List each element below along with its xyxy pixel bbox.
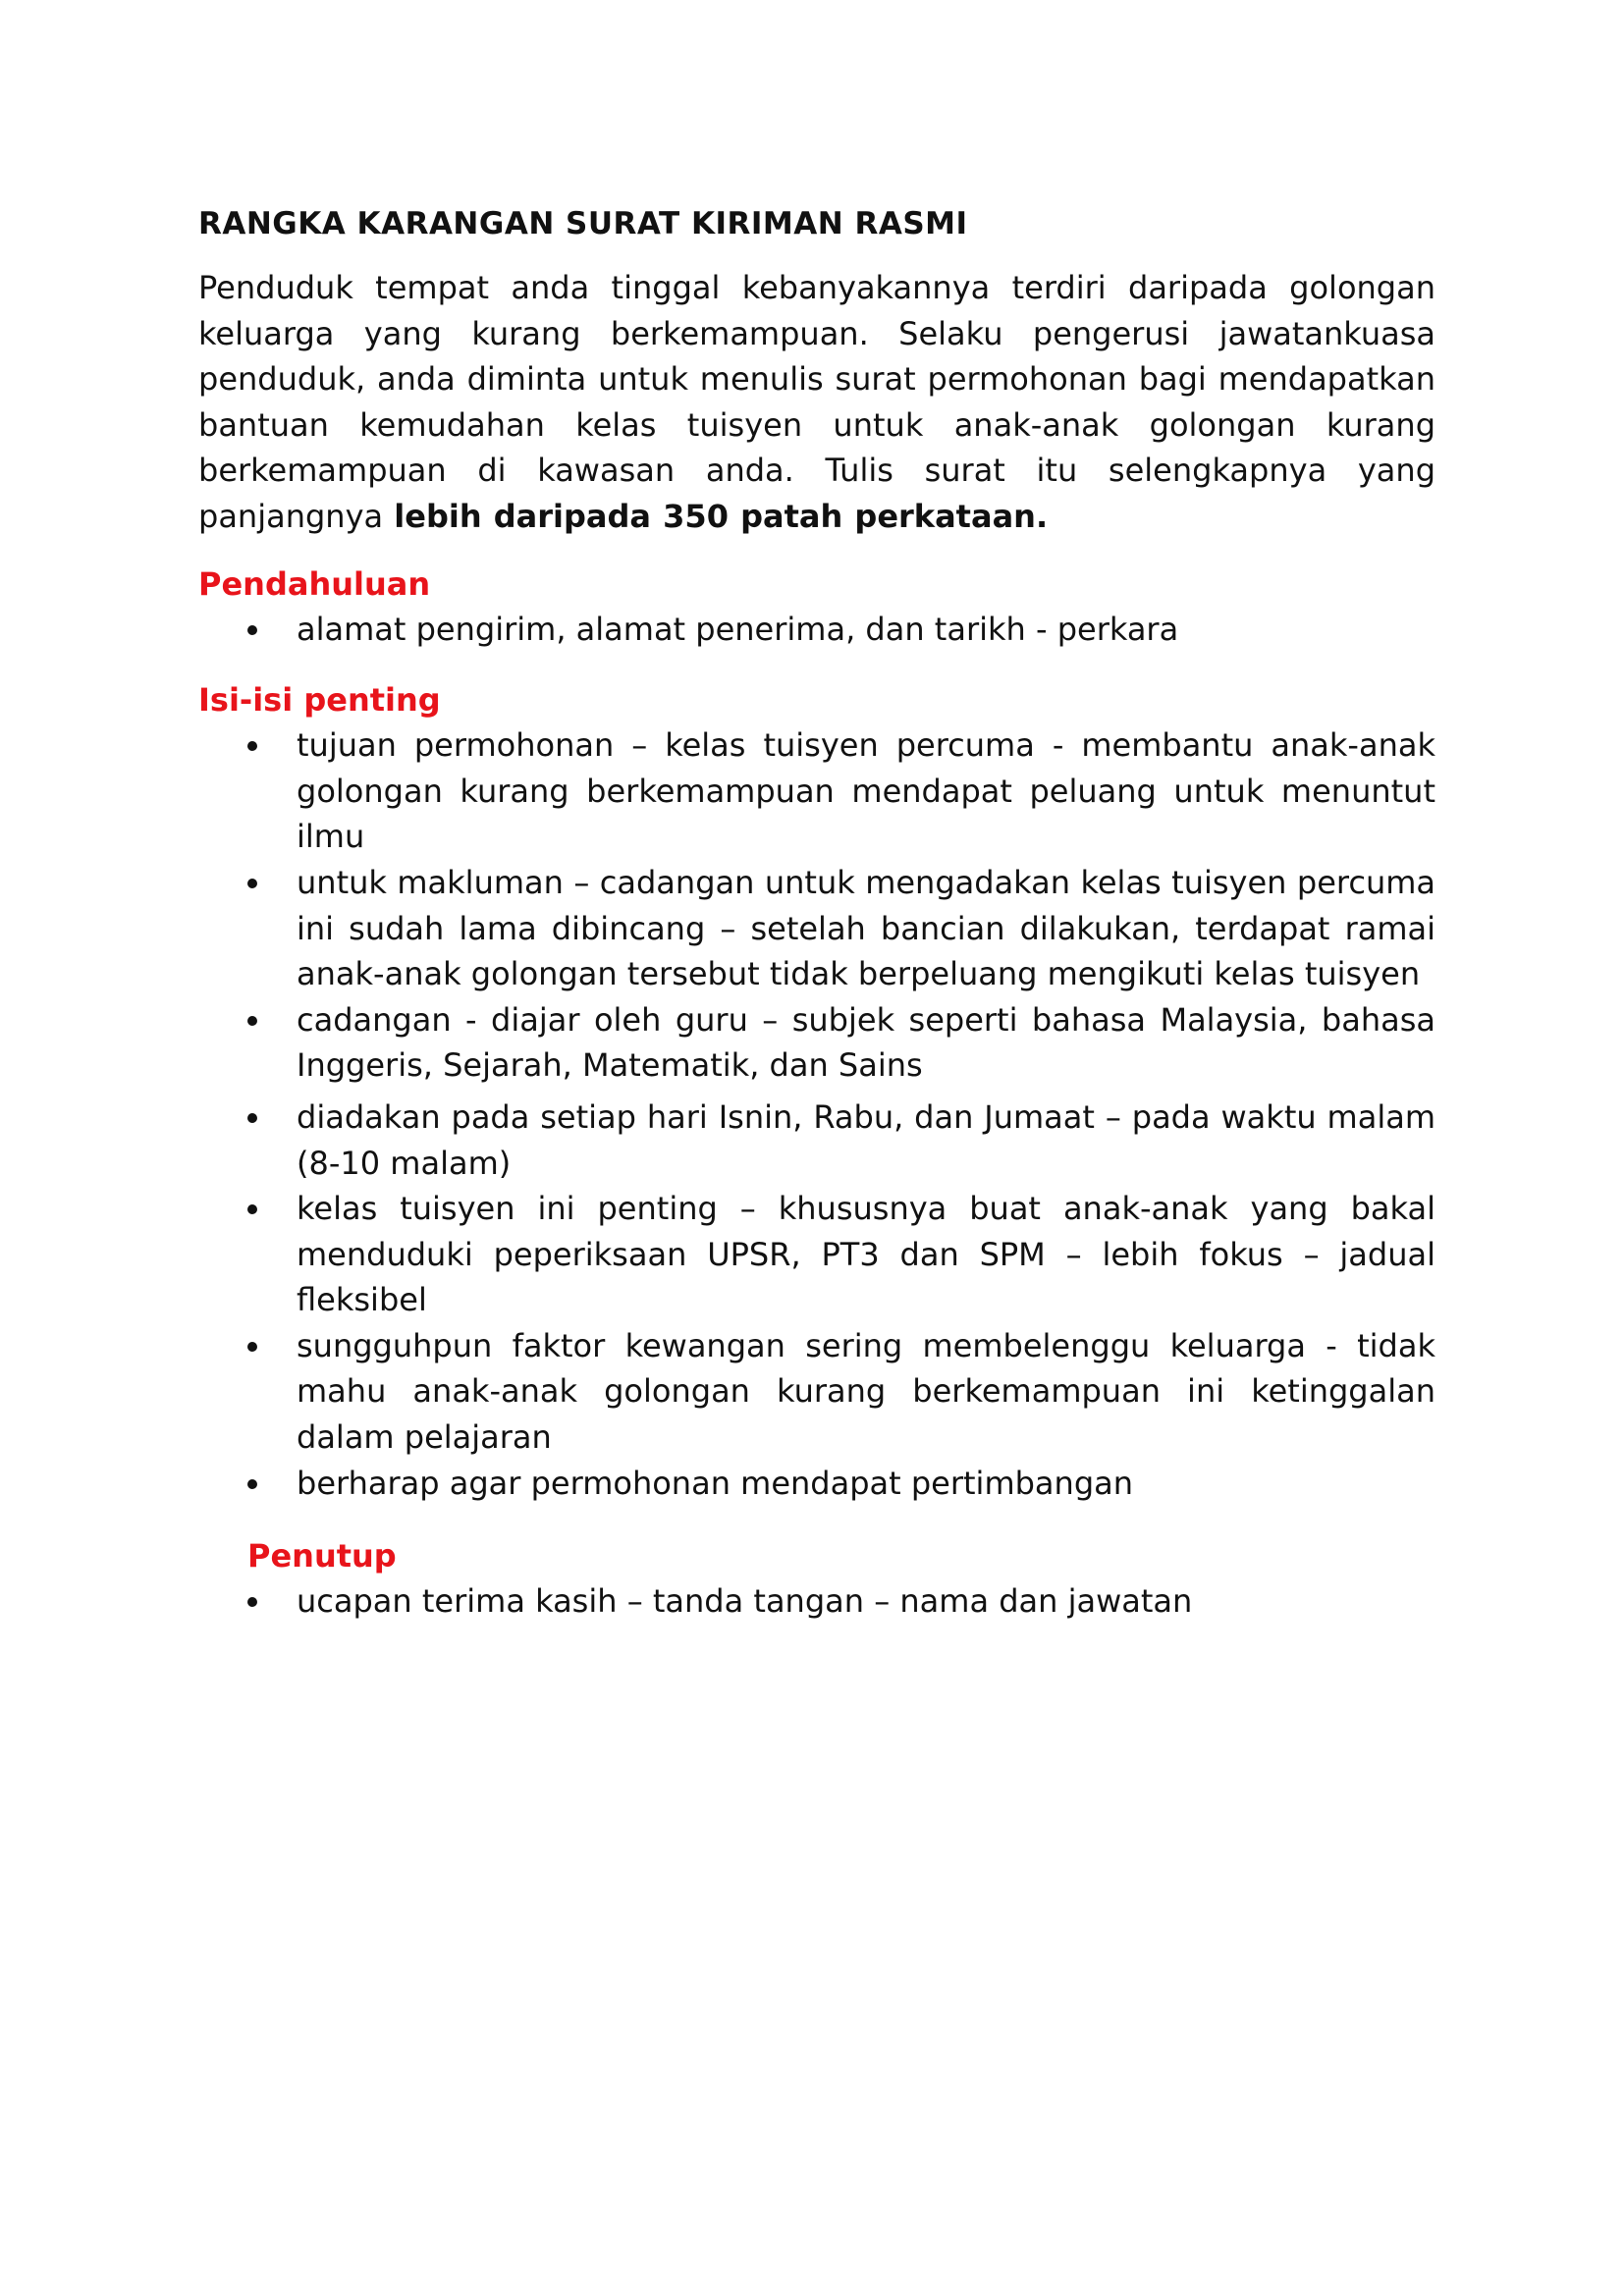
list-item-text: untuk makluman – cadangan untuk mengadakan kelas tuisyen percuma ini sudah lama dibincang – setelah bancian dilakukan, terdapat ramai anak-anak golongan tersebut tidak berpeluang mengikuti kelas tuisyen	[297, 863, 1435, 993]
bullet-icon	[247, 1204, 257, 1214]
list-item	[198, 1095, 1435, 1186]
list-item	[198, 860, 1435, 997]
list-item-text: alamat pengirim, alamat penerima, dan tarikh - perkara	[297, 610, 1179, 648]
heading-pendahuluan: Pendahuluan	[198, 564, 431, 603]
bullet-icon	[247, 1342, 257, 1352]
list-item	[198, 997, 1435, 1089]
list-item	[198, 607, 1435, 653]
bullet-icon	[247, 879, 257, 888]
list-item	[198, 1578, 1435, 1625]
bullet-icon	[247, 1597, 257, 1607]
list-isi-penting	[198, 722, 1435, 1506]
list-item	[198, 1461, 1435, 1507]
list-item	[198, 1323, 1435, 1461]
question-prompt	[198, 265, 1435, 540]
question-text: Penduduk tempat anda tinggal kebanyakannya terdiri daripada golongan keluarga yang kurang berkemampuan. Selaku pengerusi jawatankuasa penduduk, anda diminta untuk menulis surat permohonan bagi mendapatkan bantuan kemudahan kelas tuisyen untuk anak-anak golongan kurang berkemampuan di kawasan anda. Tulis surat itu selengkapnya yang panjangnya	[198, 269, 1435, 535]
document-page	[198, 196, 1435, 1625]
heading-isi-penting: Isi-isi penting	[198, 681, 441, 720]
list-penutup	[198, 1578, 1435, 1625]
list-item-text: berharap agar permohonan mendapat pertimbangan	[297, 1464, 1134, 1502]
heading-penutup: Penutup	[247, 1537, 397, 1575]
list-item-text: kelas tuisyen ini penting – khususnya buat anak-anak yang bakal menduduki peperiksaan UPSR, PT3 dan SPM – lebih fokus – jadual fleksibel	[297, 1190, 1435, 1319]
bullet-icon	[247, 625, 257, 635]
word-count-requirement: lebih daripada 350 patah perkataan.	[394, 497, 1049, 535]
list-item	[198, 722, 1435, 860]
list-item-text: diadakan pada setiap hari Isnin, Rabu, dan Jumaat – pada waktu malam (8-10 malam)	[297, 1097, 1435, 1182]
list-item	[198, 1186, 1435, 1323]
bullet-icon	[247, 1016, 257, 1026]
bullet-icon	[247, 1479, 257, 1489]
list-item-text: tujuan permohonan – kelas tuisyen percuma - membantu anak-anak golongan kurang berkemampuan mendapat peluang untuk menuntut ilmu	[297, 726, 1435, 856]
list-item-text: cadangan - diajar oleh guru – subjek seperti bahasa Malaysia, bahasa Inggeris, Sejarah, Matematik, dan Sains	[297, 1000, 1435, 1085]
document-title: RANGKA KARANGAN SURAT KIRIMAN RASMI	[198, 206, 968, 241]
list-item-text: ucapan terima kasih – tanda tangan – nama dan jawatan	[297, 1582, 1193, 1621]
bullet-icon	[247, 741, 257, 751]
bullet-icon	[247, 1113, 257, 1123]
list-pendahuluan	[198, 607, 1435, 653]
list-item-text: sungguhpun faktor kewangan sering membelenggu keluarga - tidak mahu anak-anak golongan kurang berkemampuan ini ketinggalan dalam pelajaran	[297, 1326, 1435, 1457]
